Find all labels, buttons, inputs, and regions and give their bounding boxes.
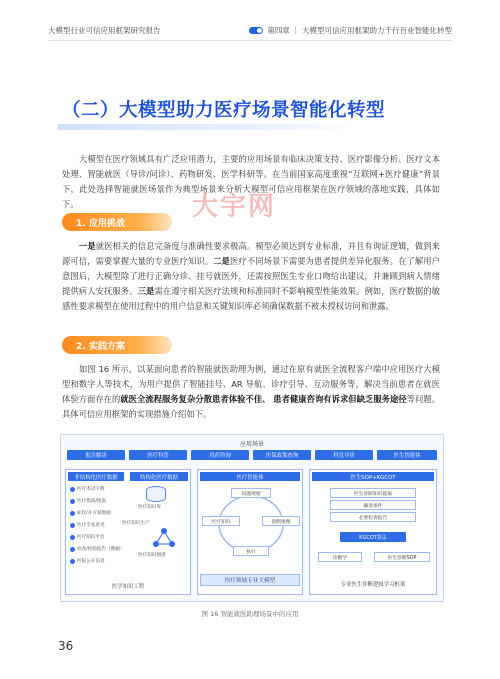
header-report-title: 大模型行业可信应用框架研究报告 [48,26,161,35]
fig-kgcot-algo: KGCOT算法 [340,532,406,542]
fig-scene-3: 医保政策查询 [253,450,311,460]
fig-scene-1: 医疗科普 [129,450,187,460]
running-header [48,22,452,38]
header-chapter [249,25,452,36]
fig-graph-label: 医疗知识图谱 [138,553,166,558]
solution-text-1: 如图 16 所示，以某面向患者的智能就医助理为例，通过在原有就医全流程客户端中应用医疗大模型和数字人等技术，为用户提供了智能挂号、AR 导航、诊疗引导、互动服务等，解决当前患者在就医体验方面存在的 [62,364,440,404]
fig-diagnostics-box: 诊断学 [318,552,362,562]
solution-paragraph [62,362,440,422]
fig-sop-header: 医生SOP+KGCOT [312,472,434,481]
fig-sop-item: 医生诊断知识提取 [330,488,416,498]
fig-unstructured-header: 非结构化医疗数据 [68,472,124,481]
fig-scene-0: 报告解读 [67,450,125,460]
challenge-two: 医疗不同场景下需要为患者提供差异化服务。在了解用户意图后，大模型除了进行正确分诊、挂号就医外，还需按照医生专业口吻给出建议，并兼顾到病人情绪提供病人安抚服务。 [62,256,440,296]
dot-icon [70,535,75,540]
challenges-paragraph [62,239,440,314]
fig-gen-label: 医疗知识生产 [122,521,150,526]
page-number: 36 [58,639,74,653]
kw-three: 三是 [137,286,155,296]
kw-two: 二是 [213,256,231,266]
fig-left-item: 医疗专家意见 [70,522,105,528]
fig-left-item: 检查/检验报告（数据） [70,546,125,552]
fig-structured-header: 结构化医疗数据 [130,472,188,481]
fig-agent-node: 执行 [233,546,269,556]
watermark: 大宇网 [192,192,277,222]
section-title: （二）大模型助力医疗场景智能化转型 [62,100,386,121]
challenge-three: 需在遵守相关医疗法规和标准同时不影响模型性能效果。例如，医疗数据的敏感性要求模型在使用过程中的用户信息和关键知识库必须确保数据不被未授权访问和泄露。 [62,286,440,311]
fig-left-panel [65,469,191,595]
fig-sop-box: 医生诊断SOP [374,552,430,562]
fig-agent-header: 医疗智能体 [200,472,300,481]
fig-left-item: 医院公开信息 [70,558,105,564]
solution-bold: 就医全流程服务复杂分散患者体验不佳、 患者健康咨询有诉求但缺乏服务途径 [120,394,407,404]
figure-caption: 图 16 智能就医助理场景中的应用 [201,610,299,618]
fig-left-footer: 医学知识工程 [111,584,145,590]
dot-icon [70,487,75,492]
dot-icon [70,559,75,564]
fig-mid-panel [197,469,303,595]
fig-right-panel [309,469,437,595]
fig-agent-node: 诊断推理 [262,516,300,526]
header-chapter-title: 第四章 ｜ 大模型可信应用框架助力千行百业智能化转型 [267,26,452,35]
fig-left-item: 症状/开方案数据 [70,510,111,516]
header-divider [48,40,452,41]
kw-one: 一是 [79,241,96,251]
fig-sop-item: 确诊条件 [330,500,416,510]
fig-agent-node: 问题规划 [231,488,271,498]
intro-paragraph: 大模型在医疗领域具有广泛应用潜力，主要的应用场景有临床决策支持、医疗影像分析、医疗文本处理、智能就医（导诊/问诊）、药物研发、医学科研等。在当前国家高度重视“互联网+医疗健康”背景下，此处选择智能就医场景作为典型场景来分析大模型可信应用框架在医疗领域的落地实践，具体如下。 [62,154,440,209]
fig-scenes-label: 应用场景 [239,441,264,448]
challenge-one: 就医相关的信息完备度与准确性要求极高。模型必须达到专业标准，并且有询证逻辑，做到来源可信，需要掌握大量的专业医疗知识。 [62,241,440,266]
fig-left-item: 医疗术语字典 [70,486,105,492]
fig-sop-item: 必要检查报告 [330,512,416,522]
fig-agent-node: 医疗知识 [202,516,240,526]
section-pill-solution: 2. 实践方案 [62,336,172,354]
fig-kb-label: 医疗知识库 [138,505,161,510]
fig-left-item: 医疗指南/指南 [70,498,106,504]
fig-scene-2: 用药咨询 [191,450,249,460]
chapter-toggle-icon [249,27,263,34]
fig-scene-4: 科室导诊 [315,450,373,460]
title-underline [58,124,358,130]
fig-left-item: 医疗知识平台 [70,534,105,540]
database-icon [146,486,166,502]
solution-text-2: 等问题。具体可信应用框架的实现措施介绍如下。 [62,394,440,419]
dot-icon [70,547,75,552]
fig-scene-5: 医生智能体 [377,450,437,460]
dot-icon [70,523,75,528]
fig-mid-footer: 医疗领域专业大模型 [200,574,300,586]
knowledge-graph-icon [152,526,176,550]
section-pill-challenges: 1. 应用挑战 [62,213,172,231]
dot-icon [70,499,75,504]
figure-framework-diagram [60,434,444,602]
fig-right-footer: 专业医生诊断逻辑学习框架 [340,582,406,588]
dot-icon [70,511,75,516]
